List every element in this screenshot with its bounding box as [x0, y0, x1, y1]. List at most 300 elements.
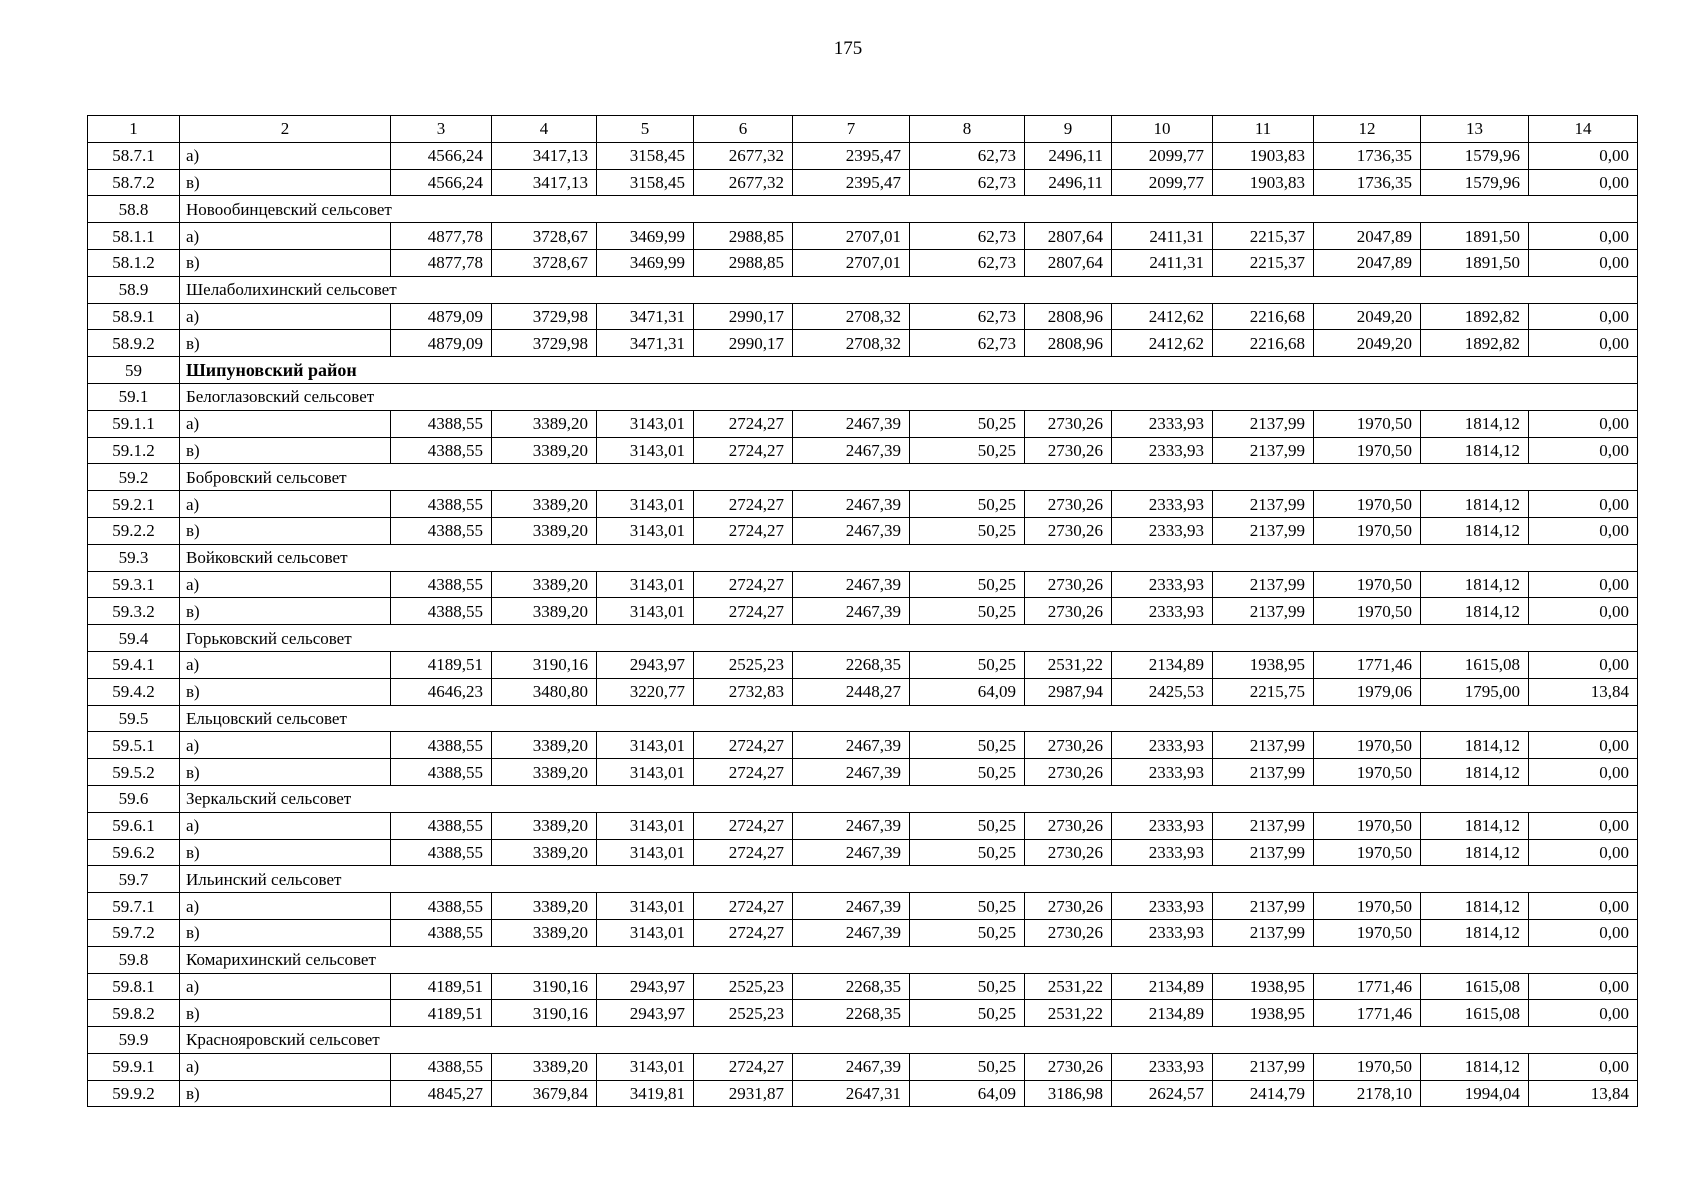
row-code: 58.1.2 [88, 249, 180, 276]
value-cell: 1814,12 [1421, 812, 1529, 839]
value-cell: 1891,50 [1421, 249, 1529, 276]
value-cell: 1938,95 [1213, 651, 1314, 678]
value-cell: 2730,26 [1025, 517, 1112, 544]
value-cell: 2333,93 [1112, 919, 1213, 946]
value-cell: 3143,01 [597, 437, 694, 464]
row-label: в) [180, 759, 391, 786]
value-cell: 2412,62 [1112, 303, 1213, 330]
value-cell: 2724,27 [694, 839, 793, 866]
table-row [88, 491, 1638, 518]
value-cell: 4388,55 [391, 919, 492, 946]
value-cell: 2425,53 [1112, 678, 1213, 705]
settlement-name: Ильинский сельсовет [180, 866, 1638, 893]
table-row [88, 919, 1638, 946]
row-code: 58.7.1 [88, 142, 180, 169]
row-code: 59.2.1 [88, 491, 180, 518]
value-cell: 3143,01 [597, 598, 694, 625]
settlement-name: Горьковский сельсовет [180, 625, 1638, 652]
value-cell: 4388,55 [391, 571, 492, 598]
row-code: 59.8.1 [88, 973, 180, 1000]
value-cell: 50,25 [910, 893, 1025, 920]
value-cell: 4388,55 [391, 491, 492, 518]
value-cell: 2178,10 [1314, 1080, 1421, 1107]
row-label: а) [180, 410, 391, 437]
row-label: в) [180, 678, 391, 705]
value-cell: 1970,50 [1314, 598, 1421, 625]
row-code: 59.3.2 [88, 598, 180, 625]
column-number-row [88, 116, 1638, 143]
row-code: 58.9 [88, 276, 180, 303]
row-label: а) [180, 1053, 391, 1080]
value-cell: 2215,75 [1213, 678, 1314, 705]
value-cell: 2049,20 [1314, 330, 1421, 357]
table-row [88, 169, 1638, 196]
value-cell: 0,00 [1529, 571, 1638, 598]
column-number: 7 [793, 116, 910, 143]
value-cell: 4388,55 [391, 1053, 492, 1080]
section-row [88, 276, 1638, 303]
value-cell: 2724,27 [694, 732, 793, 759]
value-cell: 4388,55 [391, 812, 492, 839]
value-cell: 2988,85 [694, 249, 793, 276]
value-cell: 3389,20 [492, 759, 597, 786]
value-cell: 50,25 [910, 491, 1025, 518]
value-cell: 2730,26 [1025, 410, 1112, 437]
value-cell: 2099,77 [1112, 142, 1213, 169]
value-cell: 2990,17 [694, 330, 793, 357]
settlement-name: Краснояровский сельсовет [180, 1027, 1638, 1054]
value-cell: 2808,96 [1025, 330, 1112, 357]
value-cell: 0,00 [1529, 973, 1638, 1000]
value-cell: 1970,50 [1314, 812, 1421, 839]
row-label: а) [180, 223, 391, 250]
column-number: 13 [1421, 116, 1529, 143]
value-cell: 2496,11 [1025, 142, 1112, 169]
table-row [88, 330, 1638, 357]
value-cell: 2137,99 [1213, 839, 1314, 866]
row-code: 59.9 [88, 1027, 180, 1054]
row-label: а) [180, 142, 391, 169]
value-cell: 1938,95 [1213, 973, 1314, 1000]
value-cell: 2943,97 [597, 1000, 694, 1027]
value-cell: 2990,17 [694, 303, 793, 330]
column-number: 11 [1213, 116, 1314, 143]
value-cell: 0,00 [1529, 437, 1638, 464]
value-cell: 3143,01 [597, 812, 694, 839]
value-cell: 2333,93 [1112, 839, 1213, 866]
value-cell: 2730,26 [1025, 437, 1112, 464]
settlement-name: Войковский сельсовет [180, 544, 1638, 571]
value-cell: 64,09 [910, 1080, 1025, 1107]
value-cell: 1970,50 [1314, 437, 1421, 464]
table-row [88, 1000, 1638, 1027]
value-cell: 4388,55 [391, 437, 492, 464]
tariff-table [87, 115, 1638, 1107]
value-cell: 3471,31 [597, 303, 694, 330]
value-cell: 2943,97 [597, 651, 694, 678]
column-number: 12 [1314, 116, 1421, 143]
value-cell: 3417,13 [492, 142, 597, 169]
value-cell: 4877,78 [391, 223, 492, 250]
row-label: а) [180, 973, 391, 1000]
value-cell: 3728,67 [492, 223, 597, 250]
value-cell: 2134,89 [1112, 651, 1213, 678]
value-cell: 1970,50 [1314, 732, 1421, 759]
value-cell: 3143,01 [597, 839, 694, 866]
value-cell: 1970,50 [1314, 571, 1421, 598]
row-code: 59.6.1 [88, 812, 180, 839]
value-cell: 13,84 [1529, 1080, 1638, 1107]
value-cell: 2525,23 [694, 973, 793, 1000]
table-row [88, 223, 1638, 250]
value-cell: 2467,39 [793, 598, 910, 625]
value-cell: 3143,01 [597, 517, 694, 544]
value-cell: 62,73 [910, 303, 1025, 330]
table-row [88, 410, 1638, 437]
value-cell: 2724,27 [694, 919, 793, 946]
value-cell: 2137,99 [1213, 571, 1314, 598]
value-cell: 1970,50 [1314, 759, 1421, 786]
section-row [88, 866, 1638, 893]
row-code: 59.7 [88, 866, 180, 893]
column-number: 1 [88, 116, 180, 143]
value-cell: 3728,67 [492, 249, 597, 276]
value-cell: 2707,01 [793, 249, 910, 276]
settlement-name: Белоглазовский сельсовет [180, 383, 1638, 410]
value-cell: 2333,93 [1112, 410, 1213, 437]
column-number: 6 [694, 116, 793, 143]
page-number: 175 [833, 38, 863, 59]
value-cell: 3190,16 [492, 1000, 597, 1027]
value-cell: 3469,99 [597, 223, 694, 250]
value-cell: 4566,24 [391, 142, 492, 169]
value-cell: 62,73 [910, 169, 1025, 196]
value-cell: 1579,96 [1421, 142, 1529, 169]
value-cell: 2467,39 [793, 812, 910, 839]
value-cell: 2411,31 [1112, 223, 1213, 250]
table-row [88, 759, 1638, 786]
value-cell: 2707,01 [793, 223, 910, 250]
column-number: 8 [910, 116, 1025, 143]
value-cell: 4388,55 [391, 517, 492, 544]
settlement-name: Комарихинский сельсовет [180, 946, 1638, 973]
value-cell: 1814,12 [1421, 517, 1529, 544]
value-cell: 3417,13 [492, 169, 597, 196]
value-cell: 2333,93 [1112, 1053, 1213, 1080]
row-label: в) [180, 517, 391, 544]
value-cell: 2137,99 [1213, 812, 1314, 839]
value-cell: 2724,27 [694, 517, 793, 544]
value-cell: 2099,77 [1112, 169, 1213, 196]
value-cell: 4388,55 [391, 759, 492, 786]
value-cell: 1736,35 [1314, 142, 1421, 169]
value-cell: 50,25 [910, 812, 1025, 839]
row-label: в) [180, 437, 391, 464]
value-cell: 2333,93 [1112, 571, 1213, 598]
value-cell: 2531,22 [1025, 1000, 1112, 1027]
value-cell: 3143,01 [597, 571, 694, 598]
value-cell: 2333,93 [1112, 437, 1213, 464]
value-cell: 2467,39 [793, 517, 910, 544]
column-number: 14 [1529, 116, 1638, 143]
district-row [88, 357, 1638, 384]
row-label: в) [180, 249, 391, 276]
row-code: 59.6.2 [88, 839, 180, 866]
value-cell: 3471,31 [597, 330, 694, 357]
value-cell: 2724,27 [694, 759, 793, 786]
value-cell: 2448,27 [793, 678, 910, 705]
value-cell: 2467,39 [793, 571, 910, 598]
table-row [88, 839, 1638, 866]
value-cell: 2987,94 [1025, 678, 1112, 705]
value-cell: 2137,99 [1213, 410, 1314, 437]
value-cell: 2730,26 [1025, 839, 1112, 866]
section-row [88, 625, 1638, 652]
table-row [88, 517, 1638, 544]
value-cell: 0,00 [1529, 410, 1638, 437]
value-cell: 1814,12 [1421, 491, 1529, 518]
row-label: в) [180, 169, 391, 196]
value-cell: 2730,26 [1025, 1053, 1112, 1080]
value-cell: 1970,50 [1314, 1053, 1421, 1080]
value-cell: 1970,50 [1314, 410, 1421, 437]
value-cell: 2414,79 [1213, 1080, 1314, 1107]
value-cell: 2525,23 [694, 1000, 793, 1027]
value-cell: 1903,83 [1213, 142, 1314, 169]
value-cell: 2943,97 [597, 973, 694, 1000]
district-name: Шипуновский район [180, 357, 1638, 384]
value-cell: 2333,93 [1112, 517, 1213, 544]
row-code: 59.4.2 [88, 678, 180, 705]
row-code: 59.1 [88, 383, 180, 410]
column-number: 5 [597, 116, 694, 143]
value-cell: 1970,50 [1314, 517, 1421, 544]
value-cell: 4879,09 [391, 303, 492, 330]
value-cell: 3389,20 [492, 1053, 597, 1080]
value-cell: 1892,82 [1421, 303, 1529, 330]
value-cell: 3143,01 [597, 919, 694, 946]
value-cell: 3389,20 [492, 571, 597, 598]
value-cell: 2047,89 [1314, 223, 1421, 250]
value-cell: 3190,16 [492, 651, 597, 678]
value-cell: 3158,45 [597, 142, 694, 169]
value-cell: 2931,87 [694, 1080, 793, 1107]
table-row [88, 437, 1638, 464]
row-label: в) [180, 1080, 391, 1107]
value-cell: 2137,99 [1213, 517, 1314, 544]
value-cell: 62,73 [910, 249, 1025, 276]
value-cell: 2333,93 [1112, 491, 1213, 518]
value-cell: 62,73 [910, 223, 1025, 250]
value-cell: 2467,39 [793, 919, 910, 946]
value-cell: 3729,98 [492, 330, 597, 357]
value-cell: 0,00 [1529, 1053, 1638, 1080]
value-cell: 2724,27 [694, 571, 793, 598]
row-label: а) [180, 571, 391, 598]
value-cell: 2647,31 [793, 1080, 910, 1107]
value-cell: 0,00 [1529, 142, 1638, 169]
table-row [88, 651, 1638, 678]
value-cell: 2724,27 [694, 491, 793, 518]
value-cell: 50,25 [910, 598, 1025, 625]
row-code: 59.8.2 [88, 1000, 180, 1027]
value-cell: 4388,55 [391, 732, 492, 759]
value-cell: 3389,20 [492, 839, 597, 866]
row-code: 59.1.2 [88, 437, 180, 464]
value-cell: 2395,47 [793, 169, 910, 196]
value-cell: 3389,20 [492, 919, 597, 946]
row-code: 59.3 [88, 544, 180, 571]
value-cell: 2724,27 [694, 410, 793, 437]
value-cell: 2412,62 [1112, 330, 1213, 357]
settlement-name: Бобровский сельсовет [180, 464, 1638, 491]
table-row [88, 303, 1638, 330]
section-row [88, 464, 1638, 491]
value-cell: 2467,39 [793, 1053, 910, 1080]
value-cell: 1970,50 [1314, 839, 1421, 866]
value-cell: 2137,99 [1213, 598, 1314, 625]
row-code: 59.2.2 [88, 517, 180, 544]
table-row [88, 678, 1638, 705]
value-cell: 1814,12 [1421, 893, 1529, 920]
value-cell: 2531,22 [1025, 651, 1112, 678]
value-cell: 2134,89 [1112, 973, 1213, 1000]
value-cell: 2807,64 [1025, 249, 1112, 276]
value-cell: 1579,96 [1421, 169, 1529, 196]
value-cell: 2525,23 [694, 651, 793, 678]
value-cell: 0,00 [1529, 330, 1638, 357]
value-cell: 1814,12 [1421, 598, 1529, 625]
row-code: 58.1.1 [88, 223, 180, 250]
row-label: а) [180, 303, 391, 330]
value-cell: 50,25 [910, 517, 1025, 544]
table-row [88, 973, 1638, 1000]
value-cell: 2730,26 [1025, 491, 1112, 518]
value-cell: 1771,46 [1314, 973, 1421, 1000]
value-cell: 0,00 [1529, 812, 1638, 839]
section-row [88, 705, 1638, 732]
value-cell: 2808,96 [1025, 303, 1112, 330]
value-cell: 2333,93 [1112, 759, 1213, 786]
value-cell: 2137,99 [1213, 919, 1314, 946]
value-cell: 0,00 [1529, 893, 1638, 920]
value-cell: 3419,81 [597, 1080, 694, 1107]
row-label: а) [180, 812, 391, 839]
value-cell: 1814,12 [1421, 839, 1529, 866]
row-code: 59 [88, 357, 180, 384]
value-cell: 2268,35 [793, 973, 910, 1000]
section-row [88, 1027, 1638, 1054]
value-cell: 2730,26 [1025, 759, 1112, 786]
value-cell: 50,25 [910, 919, 1025, 946]
section-row [88, 544, 1638, 571]
value-cell: 3143,01 [597, 410, 694, 437]
value-cell: 2333,93 [1112, 812, 1213, 839]
column-number: 3 [391, 116, 492, 143]
value-cell: 1736,35 [1314, 169, 1421, 196]
value-cell: 2215,37 [1213, 249, 1314, 276]
value-cell: 1615,08 [1421, 1000, 1529, 1027]
value-cell: 2988,85 [694, 223, 793, 250]
value-cell: 3679,84 [492, 1080, 597, 1107]
row-label: в) [180, 330, 391, 357]
value-cell: 1814,12 [1421, 571, 1529, 598]
row-label: в) [180, 598, 391, 625]
value-cell: 2215,37 [1213, 223, 1314, 250]
value-cell: 64,09 [910, 678, 1025, 705]
value-cell: 3389,20 [492, 491, 597, 518]
value-cell: 1814,12 [1421, 1053, 1529, 1080]
table-row [88, 598, 1638, 625]
value-cell: 2807,64 [1025, 223, 1112, 250]
value-cell: 2724,27 [694, 893, 793, 920]
value-cell: 2730,26 [1025, 732, 1112, 759]
value-cell: 2467,39 [793, 410, 910, 437]
row-code: 58.9.1 [88, 303, 180, 330]
value-cell: 3389,20 [492, 812, 597, 839]
value-cell: 2333,93 [1112, 732, 1213, 759]
section-row [88, 946, 1638, 973]
value-cell: 4388,55 [391, 893, 492, 920]
table-row [88, 893, 1638, 920]
value-cell: 3143,01 [597, 759, 694, 786]
value-cell: 3389,20 [492, 893, 597, 920]
value-cell: 0,00 [1529, 759, 1638, 786]
value-cell: 2137,99 [1213, 732, 1314, 759]
value-cell: 1970,50 [1314, 919, 1421, 946]
value-cell: 1892,82 [1421, 330, 1529, 357]
value-cell: 0,00 [1529, 651, 1638, 678]
value-cell: 1994,04 [1421, 1080, 1529, 1107]
value-cell: 3143,01 [597, 491, 694, 518]
value-cell: 4388,55 [391, 839, 492, 866]
value-cell: 0,00 [1529, 732, 1638, 759]
value-cell: 50,25 [910, 571, 1025, 598]
row-code: 59.8 [88, 946, 180, 973]
value-cell: 2268,35 [793, 1000, 910, 1027]
value-cell: 4646,23 [391, 678, 492, 705]
row-label: в) [180, 839, 391, 866]
value-cell: 1903,83 [1213, 169, 1314, 196]
column-number: 4 [492, 116, 597, 143]
value-cell: 2624,57 [1112, 1080, 1213, 1107]
value-cell: 50,25 [910, 437, 1025, 464]
table-row [88, 1053, 1638, 1080]
value-cell: 2467,39 [793, 732, 910, 759]
value-cell: 0,00 [1529, 169, 1638, 196]
value-cell: 0,00 [1529, 598, 1638, 625]
row-code: 59.7.1 [88, 893, 180, 920]
value-cell: 0,00 [1529, 517, 1638, 544]
value-cell: 1771,46 [1314, 651, 1421, 678]
value-cell: 2724,27 [694, 812, 793, 839]
value-cell: 3389,20 [492, 410, 597, 437]
value-cell: 4845,27 [391, 1080, 492, 1107]
table-row [88, 249, 1638, 276]
value-cell: 0,00 [1529, 839, 1638, 866]
value-cell: 0,00 [1529, 303, 1638, 330]
value-cell: 2216,68 [1213, 330, 1314, 357]
value-cell: 2708,32 [793, 330, 910, 357]
row-code: 59.9.2 [88, 1080, 180, 1107]
value-cell: 2732,83 [694, 678, 793, 705]
value-cell: 0,00 [1529, 249, 1638, 276]
value-cell: 2137,99 [1213, 1053, 1314, 1080]
value-cell: 2730,26 [1025, 893, 1112, 920]
row-code: 59.5.1 [88, 732, 180, 759]
row-label: в) [180, 919, 391, 946]
column-number: 10 [1112, 116, 1213, 143]
